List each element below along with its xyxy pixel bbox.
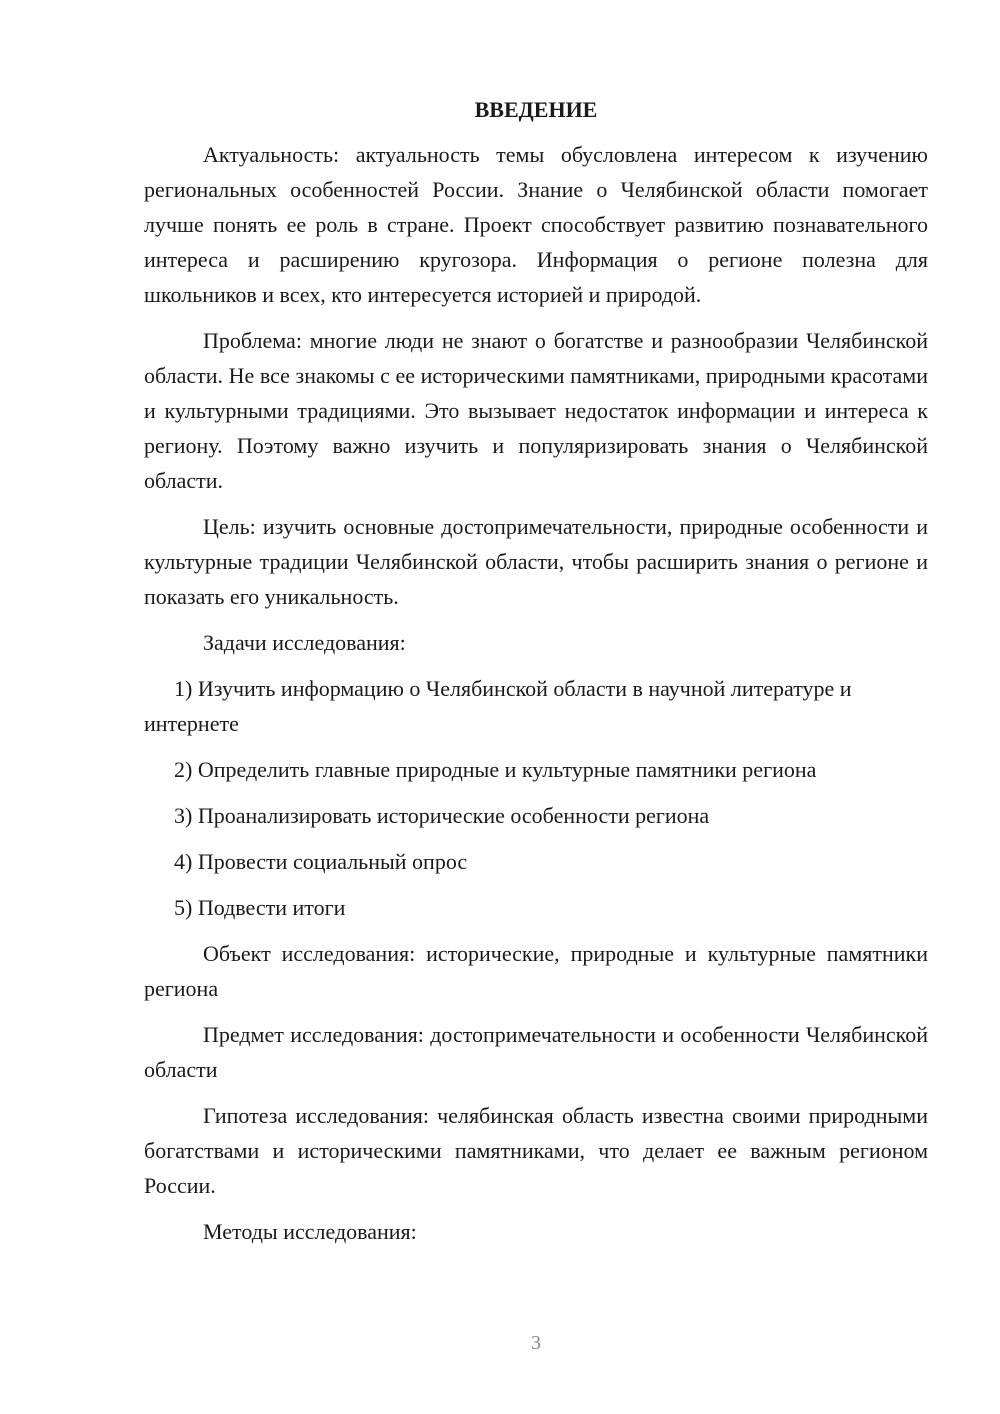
subject-paragraph: Предмет исследования: достопримечательности и особенности Челябинской области <box>144 1022 928 1082</box>
task-item: 2) Определить главные природные и культурные памятники региона <box>174 757 817 782</box>
tasks-heading: Задачи исследования: <box>203 630 406 655</box>
page-number: 3 <box>531 1332 541 1354</box>
task-item: 3) Проанализировать исторические особенности региона <box>174 803 710 828</box>
page-title: ВВЕДЕНИЕ <box>474 97 598 122</box>
task-item: 1) Изучить информацию о Челябинской области в научной литературе и интернете <box>144 676 852 736</box>
tasks-list <box>144 671 928 925</box>
hypothesis-paragraph: Гипотеза исследования: челябинская область известна своими природными богатствами и историческими памятниками, что делает ее важным регионом России. <box>144 1103 928 1198</box>
goal-paragraph: Цель: изучить основные достопримечательности, природные особенности и культурные традиции Челябинской области, чтобы расширить знания о регионе и показать его уникальность. <box>144 514 928 609</box>
task-item: 4) Провести социальный опрос <box>174 849 468 874</box>
problem-paragraph: Проблема: многие люди не знают о богатстве и разнообразии Челябинской области. Не все знакомы с ее историческими памятниками, природными красотами и культурными традициями. Это вызывает недостаток информации и интереса к региону. Поэтому важно изучить и популяризировать знания о Челябинской области. <box>144 328 928 493</box>
relevance-paragraph: Актуальность: актуальность темы обусловлена интересом к изучению региональных особенностей России. Знание о Челябинской области помогает лучше понять ее роль в стране. Проект способствует развитию познавательного интереса и расширению кругозора. Информация о регионе полезна для школьников и всех, кто интересуется историей и природой. <box>144 142 928 307</box>
object-paragraph: Объект исследования: исторические, природные и культурные памятники региона <box>144 941 928 1001</box>
document-page <box>144 92 928 1260</box>
methods-heading: Методы исследования: <box>203 1219 417 1244</box>
task-item: 5) Подвести итоги <box>174 895 346 920</box>
